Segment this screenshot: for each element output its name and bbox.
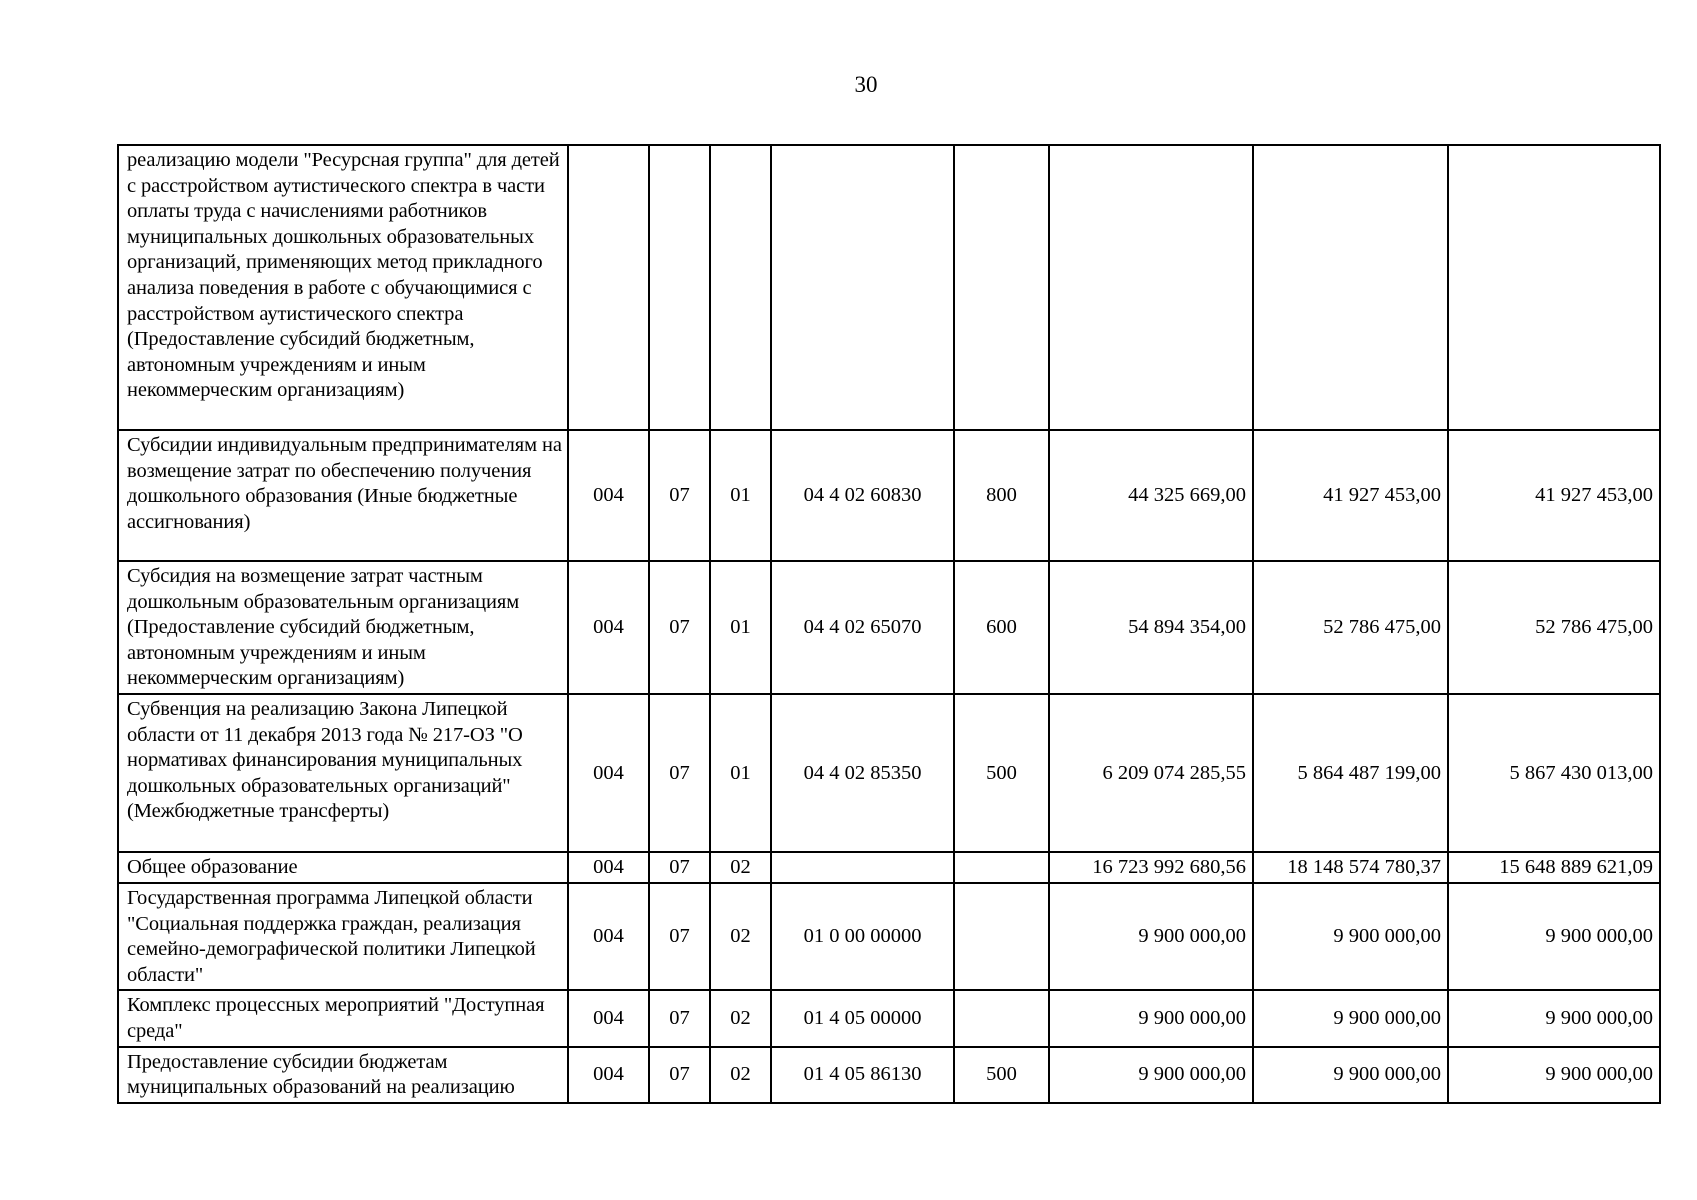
subsection-code: 02: [710, 1047, 771, 1103]
section-code: 07: [649, 561, 710, 694]
section-code: 07: [649, 430, 710, 561]
table-row: [118, 883, 1660, 990]
table-row: [118, 561, 1660, 694]
row-name: Субвенция на реализацию Закона Липецкой области от 11 декабря 2013 года № 217-ОЗ "О нормативах финансирования муниципальных дошкольных образовательных организаций" (Межбюджетные трансферты): [118, 694, 568, 852]
amount-year-1: 16 723 992 680,56: [1049, 852, 1253, 883]
section-code: 07: [649, 852, 710, 883]
budget-table: [117, 144, 1661, 1104]
subsection-code: 01: [710, 561, 771, 694]
page-number: 30: [854, 72, 878, 97]
amount-year-1: 9 900 000,00: [1049, 990, 1253, 1046]
ministry-code: 004: [568, 852, 649, 883]
subsection-code: 02: [710, 883, 771, 990]
expense-type-code: 600: [954, 561, 1049, 694]
row-name: Общее образование: [118, 852, 568, 883]
target-article-code: 04 4 02 60830: [771, 430, 954, 561]
amount-year-3: [1448, 145, 1660, 430]
amount-year-2: 18 148 574 780,37: [1253, 852, 1448, 883]
amount-year-1: 44 325 669,00: [1049, 430, 1253, 561]
row-name: Предоставление субсидии бюджетам муниципальных образований на реализацию: [118, 1047, 568, 1103]
target-article-code: [771, 852, 954, 883]
amount-year-3: 52 786 475,00: [1448, 561, 1660, 694]
target-article-code: [771, 145, 954, 430]
target-article-code: 01 4 05 00000: [771, 990, 954, 1046]
row-name: реализацию модели "Ресурсная группа" для детей с расстройством аутистического спектра в части оплаты труда с начислениями работников муниципальных дошкольных образовательных организаций, применяющих метод прикладного анализа поведения в работе с обучающимися с расстройством аутистического спектра (Предоставление субсидий бюджетным, автономным учреждениям и иным некоммерческим организациям): [118, 145, 568, 430]
expense-type-code: [954, 145, 1049, 430]
amount-year-1: [1049, 145, 1253, 430]
amount-year-2: 9 900 000,00: [1253, 883, 1448, 990]
amount-year-3: 9 900 000,00: [1448, 883, 1660, 990]
amount-year-3: 9 900 000,00: [1448, 1047, 1660, 1103]
ministry-code: 004: [568, 883, 649, 990]
amount-year-2: 41 927 453,00: [1253, 430, 1448, 561]
table-row: [118, 694, 1660, 852]
section-code: 07: [649, 883, 710, 990]
ministry-code: 004: [568, 430, 649, 561]
ministry-code: 004: [568, 561, 649, 694]
amount-year-3: 15 648 889 621,09: [1448, 852, 1660, 883]
amount-year-1: 54 894 354,00: [1049, 561, 1253, 694]
table-row: [118, 1047, 1660, 1103]
section-code: 07: [649, 1047, 710, 1103]
amount-year-2: [1253, 145, 1448, 430]
expense-type-code: [954, 883, 1049, 990]
row-name: Субсидия на возмещение затрат частным дошкольным образовательным организациям (Предоставление субсидий бюджетным, автономным учреждениям и иным некоммерческим организациям): [118, 561, 568, 694]
section-code: 07: [649, 990, 710, 1046]
ministry-code: 004: [568, 694, 649, 852]
section-code: 07: [649, 694, 710, 852]
amount-year-2: 9 900 000,00: [1253, 1047, 1448, 1103]
subsection-code: 01: [710, 430, 771, 561]
expense-type-code: [954, 990, 1049, 1046]
row-name: Субсидии индивидуальным предпринимателям на возмещение затрат по обеспечению получения дошкольного образования (Иные бюджетные ассигнования): [118, 430, 568, 561]
target-article-code: 04 4 02 85350: [771, 694, 954, 852]
table-row: [118, 852, 1660, 883]
subsection-code: [710, 145, 771, 430]
section-code: [649, 145, 710, 430]
amount-year-3: 41 927 453,00: [1448, 430, 1660, 561]
target-article-code: 01 0 00 00000: [771, 883, 954, 990]
table-row: [118, 990, 1660, 1046]
row-name: Комплекс процессных мероприятий "Доступная среда": [118, 990, 568, 1046]
amount-year-1: 6 209 074 285,55: [1049, 694, 1253, 852]
amount-year-1: 9 900 000,00: [1049, 883, 1253, 990]
expense-type-code: 800: [954, 430, 1049, 561]
subsection-code: 01: [710, 694, 771, 852]
ministry-code: 004: [568, 990, 649, 1046]
subsection-code: 02: [710, 990, 771, 1046]
ministry-code: [568, 145, 649, 430]
row-name: Государственная программа Липецкой области "Социальная поддержка граждан, реализация семейно-демографической политики Липецкой области": [118, 883, 568, 990]
table-row: [118, 145, 1660, 430]
amount-year-2: 52 786 475,00: [1253, 561, 1448, 694]
amount-year-3: 5 867 430 013,00: [1448, 694, 1660, 852]
amount-year-2: 9 900 000,00: [1253, 990, 1448, 1046]
subsection-code: 02: [710, 852, 771, 883]
expense-type-code: 500: [954, 1047, 1049, 1103]
table-row: [118, 430, 1660, 561]
amount-year-1: 9 900 000,00: [1049, 1047, 1253, 1103]
target-article-code: 04 4 02 65070: [771, 561, 954, 694]
amount-year-3: 9 900 000,00: [1448, 990, 1660, 1046]
ministry-code: 004: [568, 1047, 649, 1103]
target-article-code: 01 4 05 86130: [771, 1047, 954, 1103]
expense-type-code: 500: [954, 694, 1049, 852]
expense-type-code: [954, 852, 1049, 883]
amount-year-2: 5 864 487 199,00: [1253, 694, 1448, 852]
